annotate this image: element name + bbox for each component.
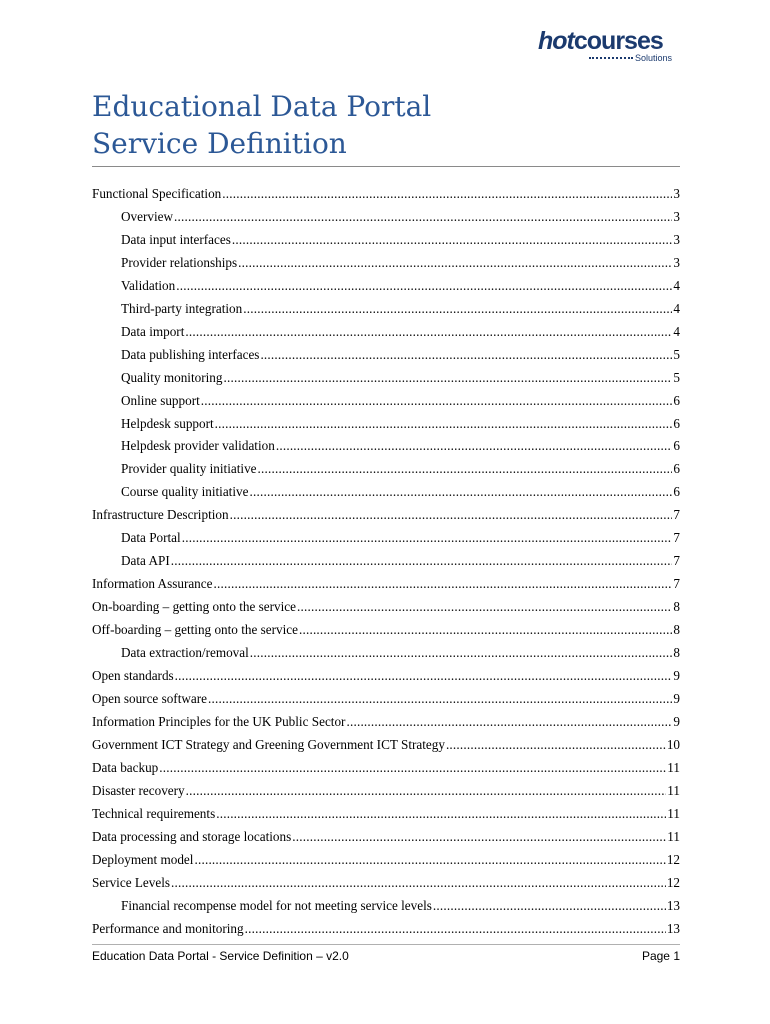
- toc-entry-label: Data processing and storage locations: [92, 828, 292, 844]
- toc-entry-page-number: 6: [673, 392, 680, 408]
- toc-dot-leader: [201, 390, 673, 413]
- toc-entry-label: Course quality initiative: [121, 484, 249, 500]
- toc-entry-page-number: 11: [667, 759, 680, 775]
- toc-entry-page-number: 13: [666, 920, 680, 936]
- toc-entry[interactable]: [92, 619, 680, 642]
- toc-dot-leader: [346, 711, 672, 734]
- toc-entry[interactable]: [92, 596, 680, 619]
- toc-dot-leader: [186, 780, 667, 803]
- toc-entry-page-number: 7: [673, 576, 680, 592]
- toc-entry-label: Overview: [121, 208, 173, 224]
- toc-entry[interactable]: [92, 413, 680, 436]
- toc-dot-leader: [297, 596, 672, 619]
- toc-entry-page-number: 7: [673, 553, 680, 569]
- toc-entry[interactable]: [92, 504, 680, 527]
- toc-entry-page-number: 9: [673, 668, 680, 684]
- toc-entry[interactable]: [92, 275, 680, 298]
- toc-entry-page-number: 8: [673, 622, 680, 638]
- toc-entry-label: Provider relationships: [121, 254, 238, 270]
- toc-entry-page-number: 7: [673, 507, 680, 523]
- toc-entry-page-number: 11: [667, 805, 680, 821]
- toc-entry-page-number: 5: [673, 369, 680, 385]
- toc-entry[interactable]: [92, 527, 680, 550]
- toc-entry[interactable]: [92, 688, 680, 711]
- toc-dot-leader: [249, 481, 672, 504]
- toc-entry[interactable]: [92, 849, 680, 872]
- toc-entry-page-number: 4: [673, 277, 680, 293]
- toc-entry[interactable]: [92, 826, 680, 849]
- toc-entry-label: Quality monitoring: [121, 369, 223, 385]
- toc-dot-leader: [185, 321, 672, 344]
- toc-dot-leader: [243, 298, 672, 321]
- toc-dot-leader: [208, 688, 672, 711]
- toc-dot-leader: [222, 183, 672, 206]
- toc-entry-label: Infrastructure Description: [92, 507, 229, 523]
- toc-entry-page-number: 8: [673, 645, 680, 661]
- toc-entry[interactable]: [92, 573, 680, 596]
- toc-entry-page-number: 10: [666, 736, 680, 752]
- toc-entry-label: Data backup: [92, 759, 159, 775]
- toc-entry[interactable]: [92, 206, 680, 229]
- toc-entry-label: Service Levels: [92, 874, 170, 890]
- toc-entry[interactable]: [92, 665, 680, 688]
- toc-entry[interactable]: [92, 481, 680, 504]
- toc-entry[interactable]: [92, 252, 680, 275]
- toc-entry[interactable]: [92, 734, 680, 757]
- toc-entry-label: Third-party integration: [121, 300, 243, 316]
- toc-entry-label: Information Principles for the UK Public Sector: [92, 713, 346, 729]
- toc-dot-leader: [216, 803, 666, 826]
- toc-dot-leader: [250, 642, 673, 665]
- toc-entry-page-number: 3: [673, 231, 680, 247]
- toc-dot-leader: [174, 206, 672, 229]
- toc-entry[interactable]: [92, 298, 680, 321]
- toc-entry-label: Financial recompense model for not meeting service levels: [121, 897, 432, 913]
- toc-entry[interactable]: [92, 711, 680, 734]
- toc-entry[interactable]: [92, 918, 680, 941]
- toc-dot-leader: [171, 872, 666, 895]
- logo-sub-text: Solutions: [634, 53, 672, 63]
- footer-page-number: Page 1: [641, 949, 680, 963]
- toc-entry-label: Off-boarding – getting onto the service: [92, 622, 298, 638]
- toc-entry-label: Technical requirements: [92, 805, 216, 821]
- toc-entry-page-number: 6: [673, 438, 680, 454]
- logo-subline: [589, 53, 672, 63]
- toc-entry-label: Functional Specification: [92, 186, 222, 201]
- toc-entry-label: Open standards: [92, 668, 174, 684]
- toc-entry-label: Online support: [121, 392, 200, 408]
- logo-dotted-line: [589, 57, 633, 59]
- toc-entry-label: Data publishing interfaces: [121, 346, 260, 362]
- toc-entry[interactable]: [92, 550, 680, 573]
- toc-entry-page-number: 8: [673, 599, 680, 615]
- toc-entry-label: Disaster recovery: [92, 782, 185, 798]
- toc-entry-page-number: 3: [673, 254, 680, 270]
- toc-entry[interactable]: [92, 458, 680, 481]
- toc-entry-label: Data import: [121, 323, 185, 339]
- toc-entry-page-number: 3: [673, 208, 680, 224]
- toc-entry-label: Information Assurance: [92, 576, 213, 592]
- toc-entry-label: Data API: [121, 553, 170, 569]
- toc-entry-page-number: 5: [673, 346, 680, 362]
- toc-entry[interactable]: [92, 435, 680, 458]
- toc-entry-label: Performance and monitoring: [92, 920, 244, 936]
- toc-entry-page-number: 13: [666, 897, 680, 913]
- toc-entry-label: Government ICT Strategy and Greening Government ICT Strategy: [92, 736, 445, 752]
- toc-entry-page-number: 6: [673, 461, 680, 477]
- document-title: [92, 88, 431, 162]
- toc-entry[interactable]: [92, 780, 680, 803]
- toc-entry-page-number: 11: [667, 782, 680, 798]
- toc-entry[interactable]: [92, 803, 680, 826]
- toc-entry[interactable]: [92, 642, 680, 665]
- toc-dot-leader: [230, 504, 673, 527]
- toc-entry[interactable]: [92, 183, 680, 206]
- page-footer: [92, 946, 680, 966]
- toc-entry[interactable]: [92, 321, 680, 344]
- toc-dot-leader: [215, 413, 673, 436]
- toc-entry-label: Helpdesk support: [121, 415, 214, 431]
- toc-entry-page-number: 3: [673, 186, 680, 201]
- toc-entry-label: Data input interfaces: [121, 231, 231, 247]
- toc-entry-page-number: 11: [667, 828, 680, 844]
- toc-entry-page-number: 9: [673, 690, 680, 706]
- toc-entry-label: Helpdesk provider validation: [121, 438, 275, 454]
- toc-entry-page-number: 4: [673, 323, 680, 339]
- toc-entry[interactable]: [92, 872, 680, 895]
- toc-dot-leader: [182, 527, 673, 550]
- toc-entry-label: On-boarding – getting onto the service: [92, 599, 296, 615]
- toc-dot-leader: [276, 435, 673, 458]
- toc-dot-leader: [171, 550, 673, 573]
- toc-entry[interactable]: [92, 344, 680, 367]
- toc-entry[interactable]: [92, 757, 680, 780]
- toc-entry-page-number: 6: [673, 415, 680, 431]
- toc-dot-leader: [260, 344, 672, 367]
- table-of-contents: [92, 183, 680, 940]
- toc-dot-leader: [446, 734, 666, 757]
- toc-entry-label: Open source software: [92, 690, 207, 706]
- footer-divider: [92, 944, 680, 945]
- toc-dot-leader: [433, 895, 666, 918]
- toc-entry-label: Deployment model: [92, 851, 194, 867]
- logo-wordmark: [538, 26, 663, 56]
- toc-dot-leader: [194, 849, 665, 872]
- toc-entry[interactable]: [92, 390, 680, 413]
- toc-dot-leader: [223, 367, 672, 390]
- toc-dot-leader: [175, 665, 673, 688]
- toc-dot-leader: [159, 757, 666, 780]
- toc-dot-leader: [238, 252, 672, 275]
- title-divider: [92, 166, 680, 167]
- toc-dot-leader: [292, 826, 666, 849]
- toc-entry-page-number: 4: [673, 300, 680, 316]
- toc-dot-leader: [176, 275, 672, 298]
- toc-entry-label: Data Portal: [121, 530, 181, 546]
- toc-entry-label: Validation: [121, 277, 176, 293]
- hotcourses-solutions-logo: [538, 26, 672, 66]
- title-line-1: Educational Data Portal: [92, 90, 432, 123]
- toc-dot-leader: [245, 918, 666, 941]
- toc-entry-page-number: 12: [666, 874, 680, 890]
- toc-entry-page-number: 12: [666, 851, 680, 867]
- toc-entry-label: Data extraction/removal: [121, 645, 249, 661]
- toc-entry[interactable]: [92, 367, 680, 390]
- logo-courses-text: courses: [573, 27, 663, 55]
- toc-entry[interactable]: [92, 895, 680, 918]
- toc-dot-leader: [299, 619, 672, 642]
- toc-entry-page-number: 6: [673, 484, 680, 500]
- toc-dot-leader: [258, 458, 673, 481]
- logo-hot-text: hot: [538, 27, 574, 55]
- title-line-2: Service Definition: [92, 127, 347, 160]
- toc-entry[interactable]: [92, 229, 680, 252]
- toc-dot-leader: [213, 573, 672, 596]
- toc-entry-page-number: 9: [673, 713, 680, 729]
- footer-document-name: Education Data Portal - Service Definition – v2.0: [92, 949, 349, 963]
- toc-entry-label: Provider quality initiative: [121, 461, 257, 477]
- toc-dot-leader: [232, 229, 673, 252]
- toc-entry-page-number: 7: [673, 530, 680, 546]
